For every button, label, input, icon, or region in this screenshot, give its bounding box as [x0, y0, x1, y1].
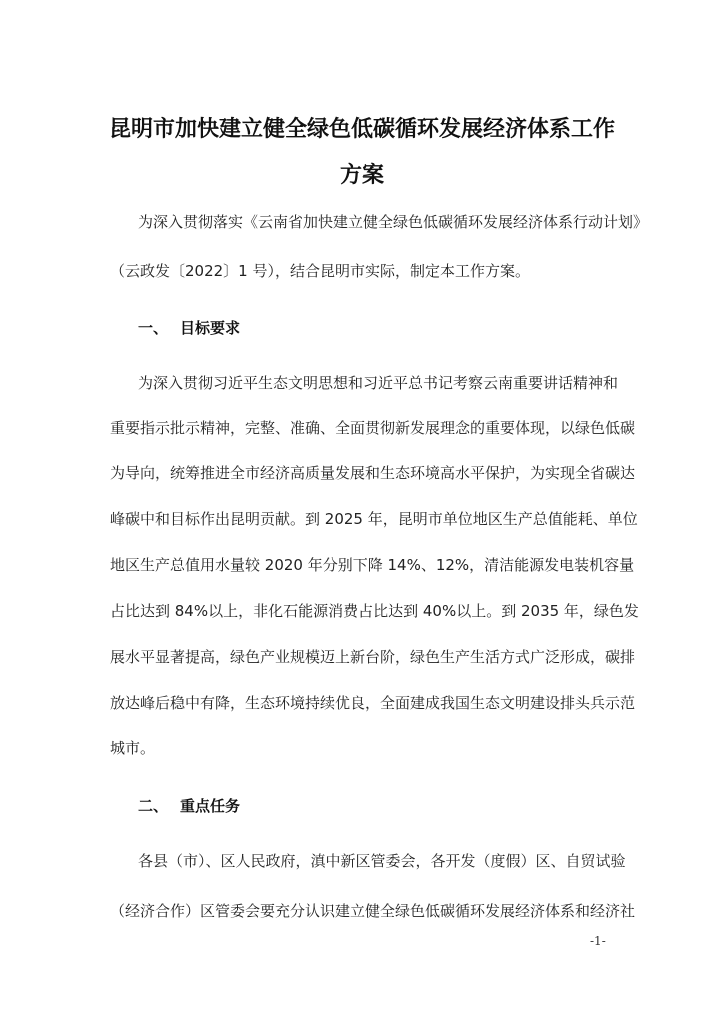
section-title-1: 目标要求 — [180, 319, 241, 337]
page-number: -1- — [590, 934, 606, 948]
section1-line-9: 城市。 — [110, 739, 156, 757]
section1-line-2: 重要指示批示精神，完整、准确、全面贯彻新发展理念的重要体现，以绿色低碳 — [110, 419, 636, 437]
section-number-1: 一、 — [138, 319, 169, 337]
section2-line-2: （经济合作）区管委会要充分认识建立健全绿色低碳循环发展经济体系和经济社 — [110, 902, 636, 920]
section1-line-1: 为深入贯彻习近平生态文明思想和习近平总书记考察云南重要讲话精神和 — [138, 374, 619, 392]
section1-line-8: 放达峰后稳中有降，生态环境持续优良，全面建成我国生态文明建设排头兵示范 — [110, 694, 636, 712]
section-heading-2 — [138, 795, 240, 816]
section1-line-7: 展水平显著提高，绿色产业规模迈上新台阶，绿色生产生活方式广泛形成，碳排 — [110, 648, 636, 666]
section1-line-5: 地区生产总值用水量较 2020 年分别下降 14%、12%，清洁能源发电装机容量 — [110, 556, 635, 574]
section2-line-1: 各县（市）、区人民政府，滇中新区管委会，各开发（度假）区、自贸试验 — [138, 852, 626, 870]
document-title-line-1: 昆明市加快建立健全绿色低碳循环发展经济体系工作 — [108, 116, 615, 142]
section-heading-1 — [138, 317, 240, 338]
section1-line-3: 为导向，统筹推进全市经济高质量发展和生态环境高水平保护，为实现全省碳达 — [110, 464, 636, 482]
section-title-2: 重点任务 — [180, 797, 241, 815]
intro-line-2: （云政发〔2022〕1 号），结合昆明市实际，制定本工作方案。 — [110, 262, 530, 280]
section1-line-4: 峰碳中和目标作出昆明贡献。到 2025 年，昆明市单位地区生产总值能耗、单位 — [110, 510, 638, 528]
section-number-2: 二、 — [138, 797, 169, 815]
intro-line-1: 为深入贯彻落实《云南省加快建立健全绿色低碳循环发展经济体系行动计划》 — [138, 213, 649, 231]
section1-line-6: 占比达到 84%以上，非化石能源消费占比达到 40%以上。到 2035 年，绿色发 — [110, 602, 639, 620]
document-title-line-2: 方案 — [339, 162, 384, 188]
